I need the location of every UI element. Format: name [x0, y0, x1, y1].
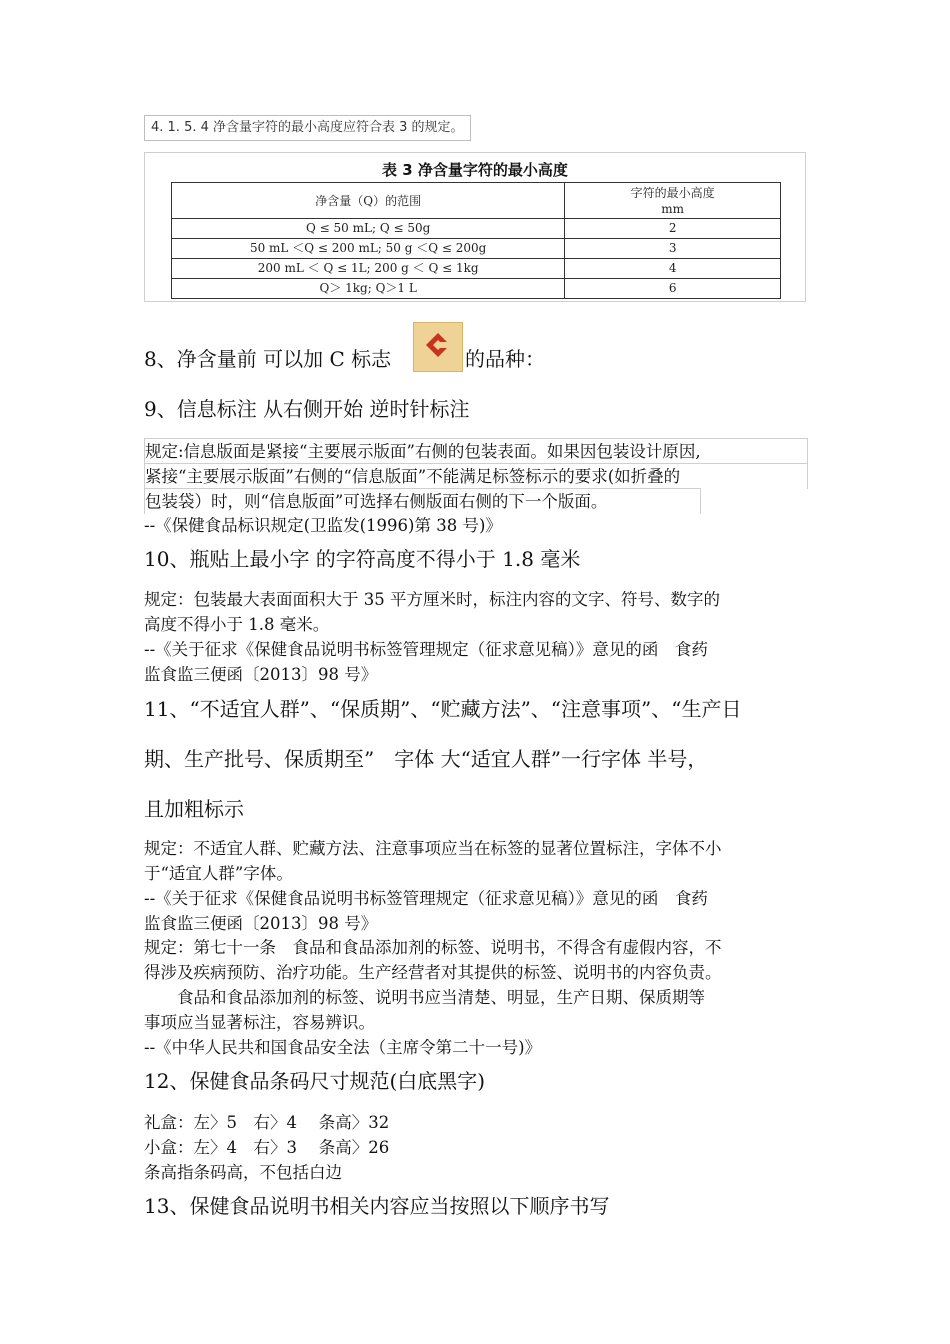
- table-row: [172, 279, 781, 299]
- s12-line: 小盒：左〉4 右〉3 条高〉26: [144, 1138, 390, 1157]
- table-row: [172, 219, 781, 239]
- table-row: [172, 259, 781, 279]
- table-cell-range: 50 mL ＜Q ≤ 200 mL; 50 g ＜Q ≤ 200g: [172, 239, 565, 259]
- s11-line: 事项应当显著标注，容易辨识。: [144, 1013, 375, 1032]
- table-cell-range: 200 mL ＜ Q ≤ 1L; 200 g ＜ Q ≤ 1kg: [172, 259, 565, 279]
- min-height-table: [171, 182, 781, 299]
- s11-line: 监食监三便函〔2013〕98 号》: [144, 914, 378, 933]
- table-title: 表 3 净含量字符的最小高度: [382, 161, 568, 179]
- clause-4-1-5-4: 4. 1. 5. 4 净含量字符的最小高度应符合表 3 的规定。: [144, 115, 471, 141]
- table-3-figure: [144, 152, 806, 302]
- table-cell-height: 6: [565, 279, 781, 299]
- s11-line: --《关于征求《保健食品说明书标签管理规定（征求意见稿）》意见的函 食药: [144, 889, 708, 908]
- s10-line: 规定：包装最大表面面积大于 35 平方厘米时，标注内容的文字、符号、数字的: [144, 590, 720, 609]
- c-mark-icon: [413, 322, 463, 372]
- s9-rule-line: 紧接“主要展示版面”右侧的“信息版面”不能满足标签标示的要求(如折叠的: [144, 463, 808, 489]
- table-cell-height: 2: [565, 219, 781, 239]
- s8-heading-after: 的品种：: [465, 347, 545, 371]
- table-cell-height: 3: [565, 239, 781, 259]
- s10-line: 监食监三便函〔2013〕98 号》: [144, 665, 378, 684]
- s13-heading: 13、保健食品说明书相关内容应当按照以下顺序书写: [144, 1194, 610, 1218]
- s9-source: --《保健食品标识规定(卫监发(1996)第 38 号)》: [144, 516, 502, 535]
- s11-heading-line: 期、生产批号、保质期至” 字体 大“适宜人群”一行字体 半号，: [144, 747, 708, 771]
- s11-line: 于“适宜人群”字体。: [144, 864, 293, 883]
- s10-heading: 10、瓶贴上最小字 的字符高度不得小于 1.8 毫米: [144, 547, 581, 571]
- s8-heading-before: 8、净含量前 可以加 C 标志: [144, 347, 392, 371]
- s12-heading: 12、保健食品条码尺寸规范(白底黑字): [144, 1069, 486, 1093]
- table-header-range: 净含量（Q）的范围: [172, 183, 565, 219]
- s11-line: 规定：不适宜人群、贮藏方法、注意事项应当在标签的显著位置标注，字体不小: [144, 839, 722, 858]
- s12-line: 条高指条码高，不包括白边: [144, 1163, 342, 1182]
- s11-heading-line: 11、“不适宜人群”、“保质期”、“贮藏方法”、“注意事项”、“生产日: [144, 697, 742, 721]
- table-cell-height: 4: [565, 259, 781, 279]
- table-header-unit: mm: [661, 201, 685, 216]
- s10-line: --《关于征求《保健食品说明书标签管理规定（征求意见稿）》意见的函 食药: [144, 640, 708, 659]
- table-cell-range: Q＞ 1kg; Q＞1 L: [172, 279, 565, 299]
- table-row: [172, 239, 781, 259]
- table-header-min-height: [565, 183, 781, 219]
- table-header-min-height-line1: 字符的最小高度: [630, 185, 715, 200]
- table-header-row: [172, 183, 781, 219]
- s10-line: 高度不得小于 1.8 毫米。: [144, 615, 330, 634]
- s11-line: 食品和食品添加剂的标签、说明书应当清楚、明显，生产日期、保质期等: [144, 988, 705, 1007]
- s9-rule-line: 规定:信息版面是紧接“主要展示版面”右侧的包装表面。如果因包装设计原因,: [144, 438, 808, 464]
- s11-line: 规定：第七十一条 食品和食品添加剂的标签、说明书，不得含有虚假内容，不: [144, 938, 722, 957]
- s9-rule-line: 包装袋）时，则“信息版面”可选择右侧版面右侧的下一个版面。: [144, 488, 701, 514]
- s9-heading: 9、信息标注 从右侧开始 逆时针标注: [144, 397, 470, 421]
- table-cell-range: Q ≤ 50 mL; Q ≤ 50g: [172, 219, 565, 239]
- s12-line: 礼盒：左〉5 右〉4 条高〉32: [144, 1113, 390, 1132]
- s11-line: 得涉及疾病预防、治疗功能。生产经营者对其提供的标签、说明书的内容负责。: [144, 963, 722, 982]
- s11-heading-line: 且加粗标示: [144, 797, 244, 821]
- s11-source: --《中华人民共和国食品安全法（主席令第二十一号)》: [144, 1038, 542, 1057]
